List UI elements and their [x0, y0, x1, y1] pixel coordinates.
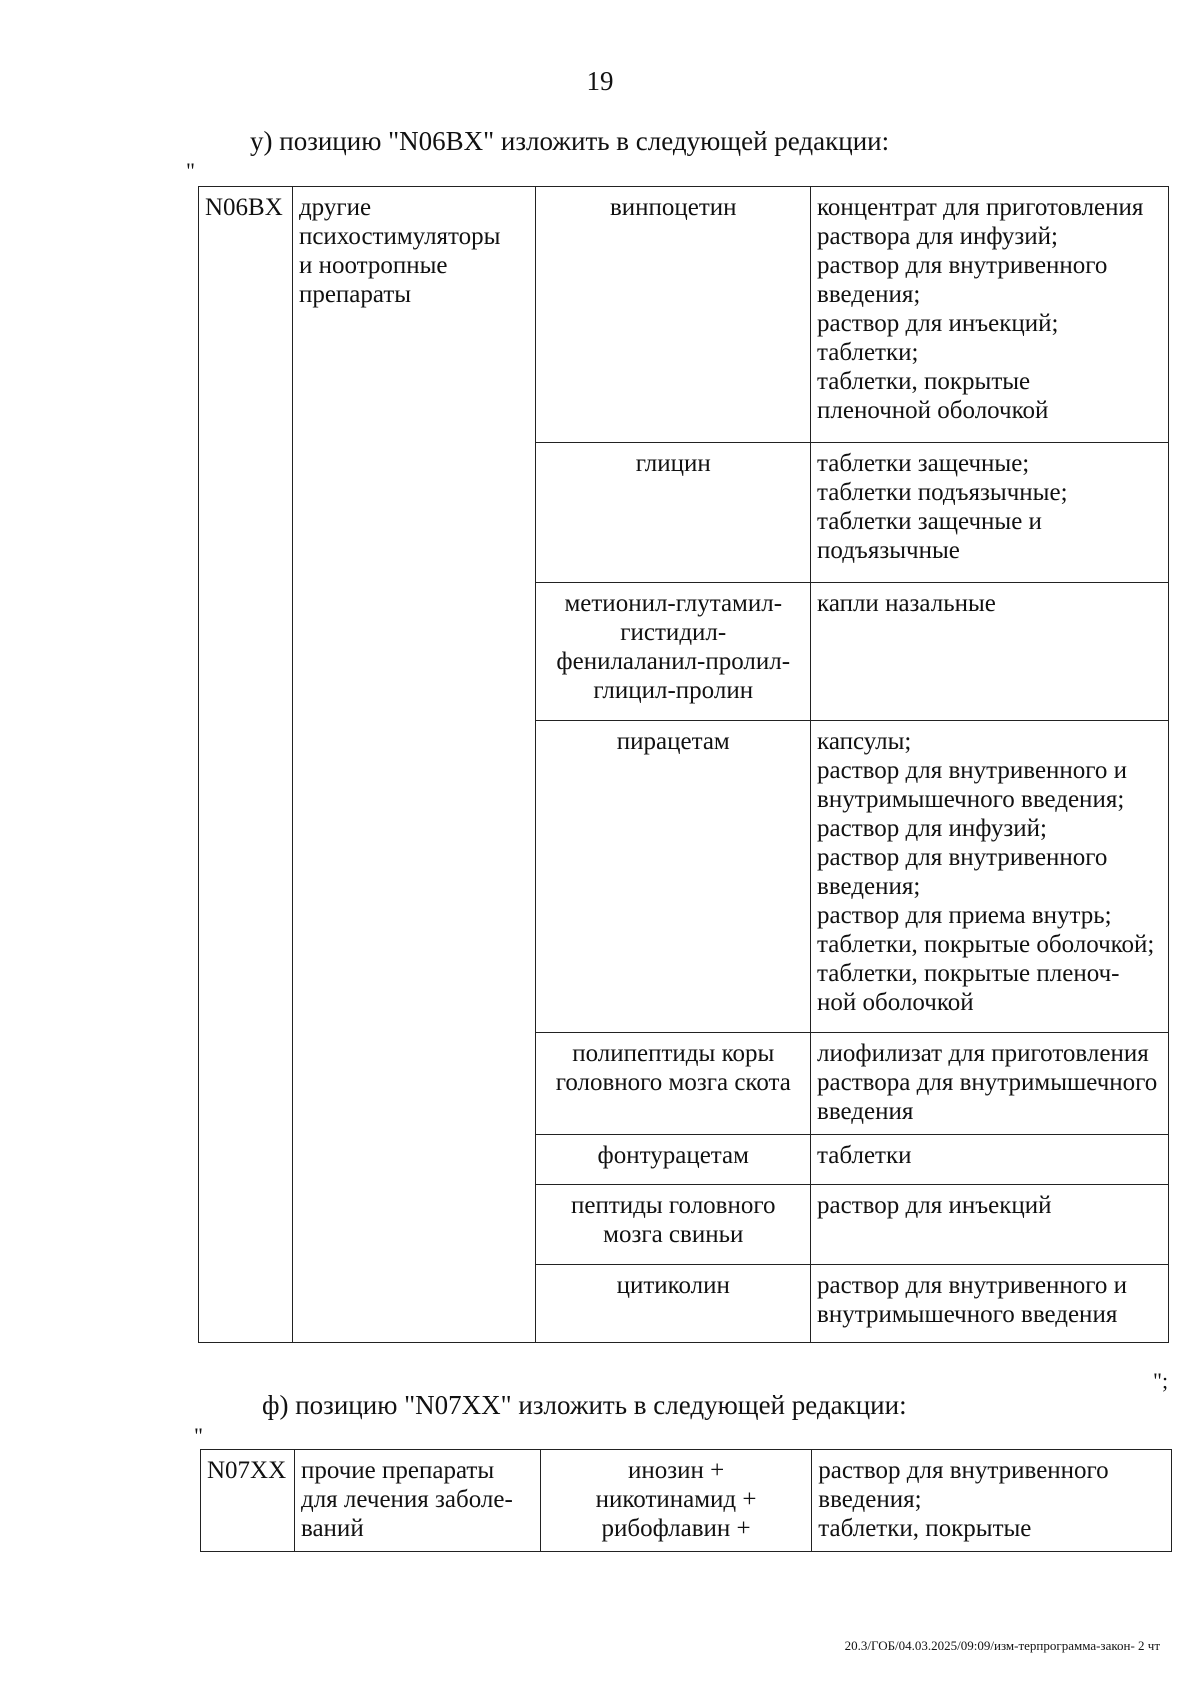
open-quote-u: " — [186, 158, 195, 183]
dosage-form-line: лиофилизат для приготовления — [817, 1040, 1149, 1067]
dosage-form-line: введения; — [817, 873, 921, 900]
drug-name-line: инозин + — [627, 1457, 725, 1484]
drug-name-line: головного мозга скота — [555, 1069, 791, 1096]
group-cell — [294, 1450, 540, 1552]
atc-code-cell: N06BX — [199, 187, 293, 1343]
dosage-form-line: пленочной оболочкой — [817, 397, 1049, 424]
dosage-form-line: таблетки, покрытые пленоч- — [817, 960, 1120, 987]
dosage-form-cell — [811, 721, 1169, 1033]
dosage-form-line: таблетки защечные и — [817, 508, 1042, 535]
drug-name-cell — [536, 1033, 811, 1135]
group-line: ваний — [300, 1515, 364, 1542]
footer-document-id: 20.3/ГОБ/04.03.2025/09:09/изм-терпрограмма-закон- 2 чт — [844, 1638, 1160, 1653]
dosage-form-line: введения; — [818, 1486, 922, 1513]
group-line: психостимуляторы — [298, 223, 501, 250]
table-n07xx — [200, 1449, 1172, 1552]
group-line: препараты — [298, 281, 412, 308]
dosage-form-line: внутримышечного введения — [817, 1301, 1118, 1328]
instruction-u: у) позицию "N06BX" изложить в следующей редакции: — [250, 126, 890, 156]
dosage-form-line: раствор для приема внутрь; — [817, 902, 1112, 929]
dosage-form-line: таблетки; — [817, 339, 919, 366]
dosage-form-line: раствор для внутривенного и — [817, 757, 1128, 784]
group-cell — [292, 187, 536, 1343]
drug-name-line: глицил-пролин — [593, 677, 754, 704]
dosage-form-cell — [811, 583, 1169, 721]
drug-name-cell — [536, 583, 811, 721]
drug-name-line: метионил-глутамил- — [564, 590, 783, 617]
drug-name-line: пирацетам — [616, 728, 730, 755]
dosage-form-line: таблетки, покрытые оболочкой; — [817, 931, 1155, 958]
drug-name-cell — [536, 443, 811, 583]
drug-name-line: никотинамид + — [595, 1486, 757, 1513]
group-line: прочие препараты — [300, 1457, 495, 1484]
dosage-form-line: таблетки подъязычные; — [817, 479, 1068, 506]
drug-name-line: пептиды головного — [570, 1192, 776, 1219]
dosage-form-cell — [811, 443, 1169, 583]
dosage-form-line: концентрат для приготовления — [817, 194, 1144, 221]
dosage-form-line: капсулы; — [817, 728, 912, 755]
drug-name-cell — [536, 721, 811, 1033]
dosage-form-cell — [811, 1135, 1169, 1185]
page-number: 19 — [586, 66, 614, 96]
table-row — [199, 187, 1169, 443]
drug-name-line: рибофлавин + — [601, 1515, 751, 1542]
dosage-form-line: раствор для внутривенного и — [817, 1272, 1128, 1299]
dosage-form-cell — [811, 1265, 1169, 1343]
dosage-form-line: раствор для внутривенного — [818, 1457, 1109, 1484]
dosage-form-line: капли назальные — [817, 590, 996, 617]
instruction-f: ф) позицию "N07XX" изложить в следующей редакции: — [262, 1390, 907, 1420]
dosage-form-line: раствор для внутривенного — [817, 252, 1108, 279]
dosage-form-cell — [811, 1033, 1169, 1135]
drug-name-line: полипептиды коры — [572, 1040, 775, 1067]
dosage-form-line: введения — [817, 1098, 914, 1125]
dosage-form-cell — [811, 1185, 1169, 1265]
dosage-form-cell — [811, 187, 1169, 443]
drug-name-line: мозга свиньи — [603, 1221, 744, 1248]
dosage-form-line: ной оболочкой — [817, 989, 974, 1016]
dosage-form-cell — [812, 1450, 1172, 1552]
dosage-form-line: таблетки, покрытые — [818, 1515, 1032, 1542]
drug-name-line: винпоцетин — [609, 194, 737, 221]
dosage-form-line: таблетки защечные; — [817, 450, 1030, 477]
atc-code-cell: N07XX — [201, 1450, 295, 1552]
dosage-form-line: таблетки, покрытые — [817, 368, 1031, 395]
dosage-form-line: введения; — [817, 281, 921, 308]
drug-name-cell — [536, 1265, 811, 1343]
table-row — [201, 1450, 1172, 1552]
dosage-form-line: подъязычные — [817, 537, 960, 564]
dosage-form-line: таблетки — [817, 1142, 912, 1169]
drug-name-line: цитиколин — [616, 1272, 730, 1299]
close-quote-u: "; — [1153, 1368, 1169, 1393]
dosage-form-line: внутримышечного введения; — [817, 786, 1125, 813]
drug-name-line: фонтурацетам — [597, 1142, 749, 1169]
drug-name-cell — [540, 1450, 811, 1552]
open-quote-f: " — [194, 1423, 203, 1448]
drug-name-cell — [536, 187, 811, 443]
drug-name-line: фенилаланил-пролил- — [556, 648, 791, 675]
dosage-form-line: раствор для инъекций; — [817, 310, 1059, 337]
drug-name-line: гистидил- — [620, 619, 727, 646]
dosage-form-line: раствора для внутримышечного — [817, 1069, 1158, 1096]
dosage-form-line: раствора для инфузий; — [817, 223, 1059, 250]
table-n06bx — [198, 186, 1169, 1343]
dosage-form-line: раствор для инфузий; — [817, 815, 1047, 842]
drug-name-cell — [536, 1135, 811, 1185]
drug-name-cell — [536, 1185, 811, 1265]
group-line: для лечения заболе- — [300, 1486, 513, 1513]
group-line: и ноотропные — [298, 252, 448, 279]
dosage-form-line: раствор для инъекций — [817, 1192, 1052, 1219]
group-line: другие — [298, 194, 372, 221]
drug-name-line: глицин — [635, 450, 711, 477]
dosage-form-line: раствор для внутривенного — [817, 844, 1108, 871]
